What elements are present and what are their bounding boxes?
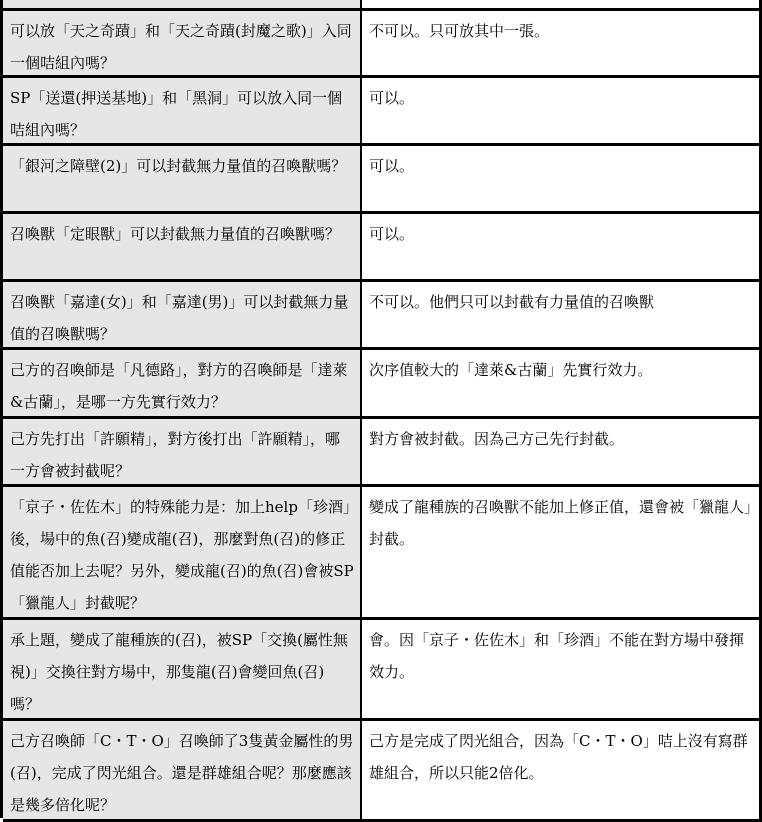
question-cell: 「京子・佐佐木」的特殊能力是：加上help「珍酒」後，場中的魚(召)變成龍(召)，那麼對魚(召)的修正值能否加上去呢？另外，變成龍(召)的魚(召)會被SP「獵龍人」封截呢？ <box>3 487 362 617</box>
question-cell: 己方召喚師「C・T・O」召喚師了3隻黃金屬性的男(召)，完成了閃光組合。還是群雄組合呢？那麼應該是幾多倍化呢？ <box>3 721 362 819</box>
answer-cell: 可以。 <box>362 214 762 279</box>
table-row <box>3 721 762 819</box>
answer-cell: 可以。 <box>362 146 762 211</box>
question-cell: 己方的召喚師是「凡德路」，對方的召喚師是「達萊&古蘭」，是哪一方先實行效力？ <box>3 350 362 416</box>
table-row <box>3 282 762 347</box>
table-row <box>3 78 762 143</box>
answer-cell: 己方是完成了閃光組合，因為「C・T・O」咭上沒有寫群雄組合，所以只能2倍化。 <box>362 721 762 819</box>
table-row <box>3 146 762 211</box>
table-top-strip <box>3 0 762 8</box>
table-row <box>3 11 762 75</box>
answer-cell: 對方會被封截。因為己方己先行封截。 <box>362 419 762 484</box>
answer-cell: 變成了龍種族的召喚獸不能加上修正值，還會被「獵龍人」封截。 <box>362 487 762 617</box>
question-cell: 召喚獸「嘉達(女)」和「嘉達(男)」可以封截無力量值的召喚獸嗎？ <box>3 282 362 347</box>
answer-cell: 不可以。只可放其中一張。 <box>362 11 762 75</box>
table-row <box>3 620 762 718</box>
table-row <box>3 487 762 617</box>
question-cell: 己方先打出「許願精」，對方後打出「許願精」，哪一方會被封截呢？ <box>3 419 362 484</box>
question-cell: SP「送還(押送基地)」和「黑洞」可以放入同一個咭組內嗎？ <box>3 78 362 143</box>
table-row <box>3 214 762 279</box>
question-cell: 「銀河之障壁(2)」可以封截無力量值的召喚獸嗎？ <box>3 146 362 211</box>
table-row <box>3 350 762 416</box>
answer-cell: 不可以。他們只可以封截有力量值的召喚獸 <box>362 282 762 347</box>
answer-cell-strip <box>362 0 762 8</box>
answer-cell: 可以。 <box>362 78 762 143</box>
question-cell: 承上題，變成了龍種族的(召)，被SP「交換(屬性無視)」交換往對方場中，那隻龍(召)會變回魚(召)嗎？ <box>3 620 362 718</box>
question-cell-strip <box>3 0 362 8</box>
answer-cell: 會。因「京子・佐佐木」和「珍酒」不能在對方場中發揮效力。 <box>362 620 762 718</box>
answer-cell: 次序值較大的「達萊&古蘭」先實行效力。 <box>362 350 762 416</box>
table-row <box>3 419 762 484</box>
question-cell: 召喚獸「定眼獸」可以封截無力量值的召喚獸嗎？ <box>3 214 362 279</box>
question-cell: 可以放「天之奇蹟」和「天之奇蹟(封魔之歌)」入同一個咭組內嗎？ <box>3 11 362 75</box>
